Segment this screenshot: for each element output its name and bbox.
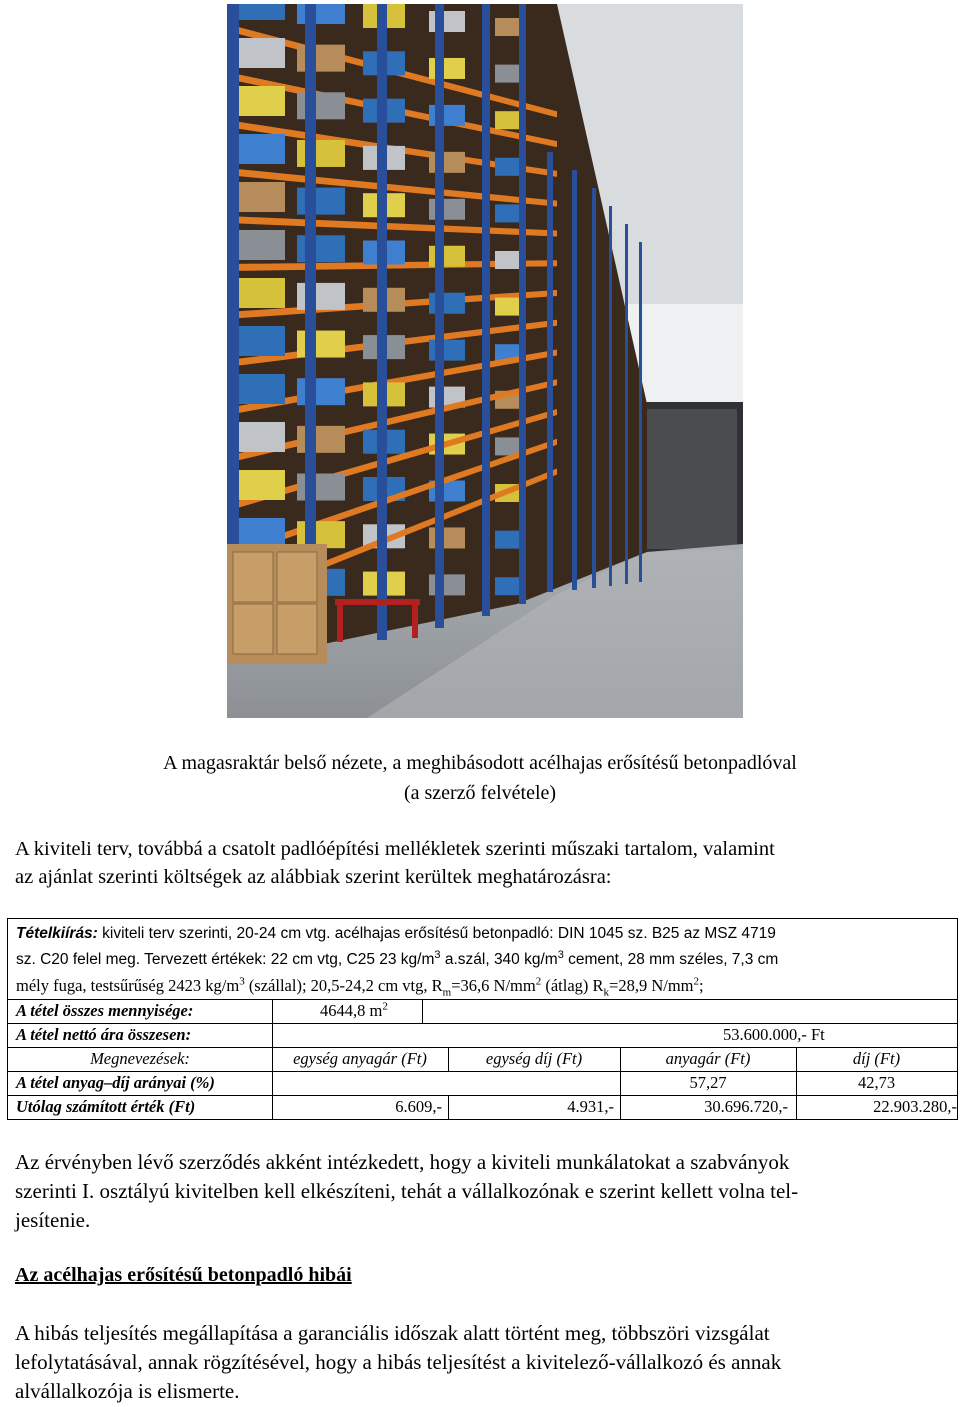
header-megnevezesek: Megnevezések:: [90, 1049, 190, 1068]
storage-box: [429, 199, 465, 220]
utolag-label: Utólag számított érték (Ft): [16, 1097, 196, 1116]
rack-upright: [639, 242, 642, 582]
storage-box: [231, 4, 285, 20]
storage-box: [429, 105, 465, 126]
header-egyseg-dij: egység díj (Ft): [485, 1049, 583, 1068]
tetel-text-3d: (átlag) R: [541, 976, 604, 995]
rack-upright: [519, 4, 526, 604]
rack-upright: [592, 188, 596, 588]
storage-box: [297, 140, 345, 167]
tetel-text-1: kiviteli terv szerinti, 20-24 cm vtg. acélhajas erősítésű betonpadló: DIN 1045 sz. B25 az MSZ 4719: [97, 925, 776, 942]
tetel-text-2c: cement, 28 mm széles, 7,3 cm: [563, 951, 779, 968]
storage-box: [297, 426, 345, 453]
storage-box: [429, 340, 465, 361]
rack-upright: [547, 152, 553, 592]
utolag-dij: 22.903.280,-: [873, 1097, 957, 1116]
intro-line2: az ajánlat szerinti költségek az alábbiak szerint kerültek meghatározásra:: [15, 866, 612, 888]
table-row-mennyiseg: [8, 999, 957, 1023]
tetel-description: Tételkiírás: kiviteli terv szerinti, 20-24 cm vtg. acélhajas erősítésű betonpadló: DIN 1045 sz. B25 az MSZ 4719 sz. C20 felel meg. Tervezett értékek: 22 cm vtg, C25 23 $kg/m^3$ a.szál, 340 $kg/m^3$ cement, 28 mm széles, 7,3 cm mély fuga, testsűrűség 2423 $kg/m^3$ (szállal); 20,5-24,2 cm vtg, $R_m=36,6$ $N/mm^2$ (átlag) $R_k=28,9$ $N/mm^2$;: [16, 925, 779, 999]
para3-line3: alvállalkozója is elismerte.: [15, 1379, 240, 1403]
storage-box: [231, 134, 285, 164]
storage-box: [297, 45, 345, 72]
warehouse-photo: [227, 4, 743, 718]
storage-box: [297, 235, 345, 262]
para2-line2: szerinti I. osztályú kivitelben kell elkészíteni, tehát a vállalkozónak e szerint kellett volna tel-: [15, 1179, 799, 1203]
para3-line1: A hibás teljesítés megállapítása a garanciális időszak alatt történt meg, többszöri vizsgálat: [15, 1321, 770, 1345]
storage-box: [231, 326, 285, 356]
para3-line2: lefolytatásával, annak rögzítésével, hogy a hibás teljesítést a kivitelező-vállalkozó és annak: [15, 1350, 782, 1374]
storage-box: [429, 574, 465, 595]
tetel-text-3b: (szállal); 20,5-24,2 cm vtg, R: [244, 976, 443, 995]
header-dij: díj (Ft): [852, 1049, 901, 1068]
storage-box: [297, 188, 345, 215]
storage-box: [231, 86, 285, 116]
cost-specification-table: [7, 918, 958, 1120]
table-row-utolag: [8, 1095, 957, 1119]
storage-box: [297, 283, 345, 310]
storage-box: [297, 474, 345, 501]
tetel-label: Tételkiírás:: [16, 925, 98, 942]
tetel-text-3e: =28,9 N/mm: [609, 976, 694, 995]
storage-box: [429, 293, 465, 314]
storage-box: [297, 92, 345, 119]
netto-value: 53.600.000,- Ft: [723, 1025, 825, 1044]
utolag-egyseg-dij: 4.931,-: [567, 1097, 614, 1116]
intro-line1: A kiviteli terv, továbbá a csatolt padlóépítési mellékletek szerinti műszaki tartalom, valamint: [15, 838, 775, 860]
utolag-egyseg-anyagar: 6.609,-: [395, 1097, 442, 1116]
para2-line1: Az érvényben lévő szerződés akként intézkedett, hogy a kiviteli munkálatokat a szabványok: [15, 1150, 790, 1174]
storage-box: [231, 278, 285, 308]
storage-box: [231, 470, 285, 500]
photo-caption-line1: A magasraktár belső nézete, a meghibásodott acélhajas erősítésű betonpadlóval: [163, 752, 797, 774]
storage-box: [297, 331, 345, 358]
table-row-netto: [8, 1023, 957, 1047]
table-header-row: [8, 1047, 957, 1071]
table-row-aranyok: [8, 1071, 957, 1095]
rack-upright: [482, 4, 490, 616]
storage-box: [231, 230, 285, 260]
utolag-anyagar: 30.696.720,-: [704, 1097, 788, 1116]
storage-box: [231, 38, 285, 68]
tetel-text-2a: sz. C20 felel meg. Tervezett értékek: 22 cm vtg, C25 23 kg/m: [16, 951, 435, 968]
storage-box: [231, 182, 285, 212]
photo-caption-line2: (a szerző felvétele): [403, 782, 557, 804]
tetel-text-3a: mély fuga, testsűrűség 2423 kg/m: [16, 976, 240, 995]
storage-box: [231, 518, 285, 548]
storage-box: [297, 4, 345, 24]
mennyiseg-label: A tétel összes mennyisége:: [16, 1001, 194, 1020]
aranyok-dij-value: 42,73: [857, 1073, 896, 1092]
tetel-text-3c: =36,6 N/mm: [451, 976, 536, 995]
rack-upright: [609, 206, 612, 586]
rack-upright: [377, 4, 387, 640]
storage-box: [297, 378, 345, 405]
aranyok-label: A tétel anyag–díj arányai (%): [16, 1073, 215, 1092]
storage-box: [429, 11, 465, 32]
storage-box: [429, 527, 465, 548]
storage-box: [231, 422, 285, 452]
rack-upright: [625, 224, 628, 584]
netto-label: A tétel nettó ára összesen:: [16, 1025, 192, 1044]
storage-box: [429, 152, 465, 173]
storage-box: [231, 374, 285, 404]
header-anyagar: anyagár (Ft): [665, 1049, 751, 1068]
tetel-text-3f: ;: [699, 976, 704, 995]
para2-line3: jesítenie.: [15, 1208, 91, 1232]
section-heading: Az acélhajas erősítésű betonpadló hibái: [15, 1264, 352, 1286]
storage-box: [429, 58, 465, 79]
aranyok-anyag-value: 57,27: [689, 1073, 727, 1092]
tetel-text-2b: a.szál, 340 kg/m: [440, 951, 558, 968]
rack-upright: [435, 4, 444, 628]
mennyiseg-value: 4644,8 $m^2$: [320, 1000, 388, 1020]
header-egyseg-anyagar: egység anyagár (Ft): [293, 1049, 427, 1068]
storage-box: [429, 246, 465, 267]
rack-upright: [572, 170, 577, 590]
